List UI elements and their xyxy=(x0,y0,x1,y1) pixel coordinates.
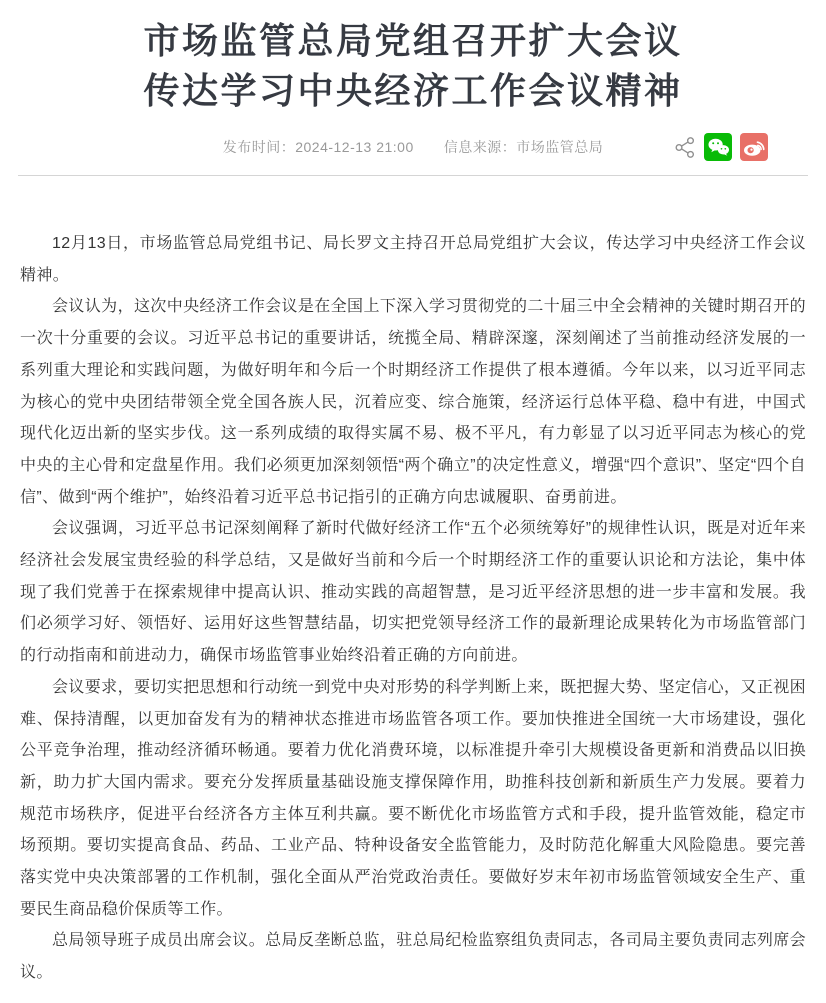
article-body xyxy=(0,228,826,989)
weibo-icon[interactable] xyxy=(740,133,768,161)
source-value: 市场监管总局 xyxy=(516,139,604,155)
wechat-icon[interactable] xyxy=(704,133,732,161)
article-paragraph: 会议要求，要切实把思想和行动统一到党中央对形势的科学判断上来，既把握大势、坚定信心，又正视困难、保持清醒，以更加奋发有为的精神状态推进市场监管各项工作。要加快推进全国统一大市场建设，强化公平竞争治理，推动经济循环畅通。要着力优化消费环境，以标准提升牵引大规模设备更新和消费品以旧换新，助力扩大国内需求。要充分发挥质量基础设施支撑保障作用，助推科技创新和新质生产力发展。要着力规范市场秩序，促进平台经济各方主体互利共赢。要不断优化市场监管方式和手段，提升监管效能，稳定市场预期。要切实提高食品、药品、工业产品、特种设备安全监管能力，及时防范化解重大风险隐患。要完善落实党中央决策部署的工作机制，强化全面从严治党政治责任。要做好岁末年初市场监管领域安全生产、重要民生商品稳价保质等工作。 xyxy=(20,678,806,918)
article-paragraph: 12月13日，市场监管总局党组书记、局长罗文主持召开总局党组扩大会议，传达学习中央经济工作会议精神。 xyxy=(20,235,806,284)
page-title xyxy=(0,16,826,116)
title-line-2: 传达学习中央经济工作会议精神 xyxy=(143,70,683,111)
share-bar xyxy=(674,133,768,161)
share-icon[interactable] xyxy=(674,136,696,159)
title-line-1: 市场监管总局党组召开扩大会议 xyxy=(143,20,683,61)
article-paragraph: 会议认为，这次中央经济工作会议是在全国上下深入学习贯彻党的二十届三中全会精神的关键时期召开的一次十分重要的会议。习近平总书记的重要讲话，统揽全局、精辟深邃，深刻阐述了当前推动经济发展的一系列重大理论和实践问题，为做好明年和今后一个时期经济工作提供了根本遵循。今年以来，以习近平同志为核心的党中央团结带领全党全国各族人民，沉着应变、综合施策，经济运行总体平稳、稳中有进，中国式现代化迈出新的坚实步伐。这一系列成绩的取得实属不易、极不平凡，有力彰显了以习近平同志为核心的党中央的主心骨和定盘星作用。我们必须更加深刻领悟“两个确立”的决定性意义，增强“四个意识”、坚定“四个自信”、做到“两个维护”，始终沿着习近平总书记指引的正确方向忠诚履职、奋勇前进。 xyxy=(20,298,806,506)
article-paragraph: 总局领导班子成员出席会议。总局反垄断总监，驻总局纪检监察组负责同志，各司局主要负责同志列席会议。 xyxy=(20,932,806,982)
source-label: 信息来源： xyxy=(443,139,517,155)
publish-time-label: 发布时间： xyxy=(222,139,296,155)
article-paragraph: 会议强调，习近平总书记深刻阐释了新时代做好经济工作“五个必须统筹好”的规律性认识，既是对近年来经济社会发展宝贵经验的科学总结，又是做好当前和今后一个时期经济工作的重要认识论和方法论，集中体现了我们党善于在探索规律中提高认识、推动实践的高超智慧，是习近平经济思想的进一步丰富和发展。我们必须学习好、领悟好、运用好这些智慧结晶，切实把党领导经济工作的最新理论成果转化为市场监管部门的行动指南和前进动力，确保市场监管事业始终沿着正确的方向前进。 xyxy=(20,520,806,665)
article-header xyxy=(0,0,826,176)
header-divider xyxy=(18,175,808,176)
publish-time-value: 2024-12-13 21:00 xyxy=(295,139,414,155)
meta-row xyxy=(0,130,826,164)
